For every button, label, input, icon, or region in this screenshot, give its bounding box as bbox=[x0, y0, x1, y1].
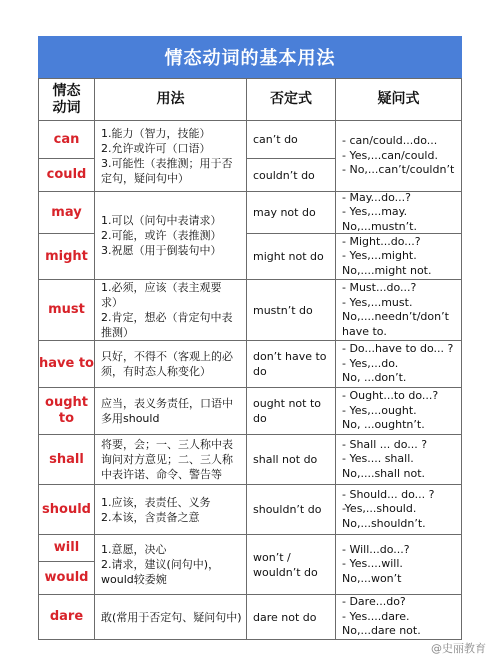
negative-will-would: won’t / wouldn’t do bbox=[253, 550, 318, 579]
negative-ought-to: ought not to do bbox=[253, 397, 322, 425]
usage-have-to: 只好，不得不（客观上的必须，有时态人称变化） bbox=[101, 350, 233, 378]
usage-can-could: 1.能力（智力，技能） 2.允许或许可（口语） 3.可能性（表推测；用于否定句，疑问句中） bbox=[101, 127, 233, 185]
verb-might: might bbox=[45, 248, 88, 264]
watermark: @史丽教育 bbox=[431, 642, 486, 655]
negative-should: shouldn’t do bbox=[253, 503, 322, 516]
question-ought-to: - Ought...to do...? - Yes,...ought. No, ...oughtn’t. bbox=[342, 389, 439, 432]
usage-ought-to: 应当，表义务责任，口语中多用should bbox=[101, 397, 233, 425]
verb-have-to: have to bbox=[39, 356, 94, 371]
negative-might: might not do bbox=[253, 250, 324, 263]
negative-dare: dare not do bbox=[253, 610, 317, 624]
header-verb: 情态 动词 bbox=[52, 82, 81, 116]
verb-shall: shall bbox=[49, 451, 84, 467]
verb-must: must bbox=[48, 302, 85, 317]
header-question: 疑问式 bbox=[377, 91, 420, 107]
negative-could: couldn’t do bbox=[253, 168, 315, 182]
question-dare: - Dare...do? - Yes....dare. No,...dare not. bbox=[342, 595, 421, 638]
question-might: - Might...do...? - Yes,...might. No,....might not. bbox=[342, 234, 432, 277]
negative-must: mustn’t do bbox=[253, 303, 313, 317]
verb-may: may bbox=[51, 204, 82, 220]
usage-dare: 敢(常用于否定句、疑问句中) bbox=[101, 610, 242, 624]
usage-should: 1.应该，表责任、义务 2.本该，含责备之意 bbox=[101, 495, 211, 524]
question-shall: - Shall ... do... ? - Yes.... shall. No,....shall not. bbox=[342, 437, 428, 480]
usage-shall: 将要，会；一、三人称中表询问对方意见；二、三人称中表许诺、命令、警告等 bbox=[101, 438, 233, 481]
negative-shall: shall not do bbox=[253, 453, 318, 466]
negative-can: can’t do bbox=[253, 133, 298, 146]
verb-ought-to: ought to bbox=[45, 395, 88, 426]
question-must: - Must...do...? - Yes,...must. No,....needn’t/don’t have to. bbox=[342, 281, 449, 338]
verb-should: should bbox=[42, 501, 91, 517]
usage-may-might: 1.可以（问句中表请求） 2.可能，或许（表推测） 3.祝愿（用于倒装句中） bbox=[101, 214, 222, 257]
usage-will-would: 1.意愿，决心 2.请求，建议(问句中)，would较委婉 bbox=[101, 543, 220, 586]
verb-dare: dare bbox=[49, 609, 84, 624]
verb-could: could bbox=[46, 167, 87, 182]
negative-have-to: don’t have to do bbox=[253, 350, 327, 378]
question-may: - May...do...? - Yes,...may. No,...mustn’t. bbox=[342, 192, 417, 233]
modal-verbs-table bbox=[38, 78, 462, 640]
question-should: - Should... do... ? -Yes,...should. No,...shouldn’t. bbox=[342, 487, 435, 530]
table-title: 情态动词的基本用法 bbox=[38, 36, 462, 78]
header-usage: 用法 bbox=[156, 91, 185, 107]
usage-must: 1.必须，应该（表主观要求） 2.肯定，想必（肯定句中表推测） bbox=[101, 281, 233, 339]
verb-can: can bbox=[53, 131, 80, 147]
header-negative: 否定式 bbox=[270, 91, 312, 107]
question-have-to: - Do...have to do... ? - Yes,...do. No, ...don’t. bbox=[342, 342, 454, 385]
verb-will: will bbox=[53, 540, 80, 555]
negative-may: may not do bbox=[253, 206, 316, 219]
question-will-would: - Will...do...? - Yes....will. No,...won’t bbox=[342, 542, 410, 585]
question-can-could: - can/could...do... - Yes,...can/could. - No,...can’t/couldn’t bbox=[342, 134, 455, 177]
verb-would: would bbox=[44, 570, 89, 585]
grammar-table-sheet bbox=[38, 36, 462, 640]
